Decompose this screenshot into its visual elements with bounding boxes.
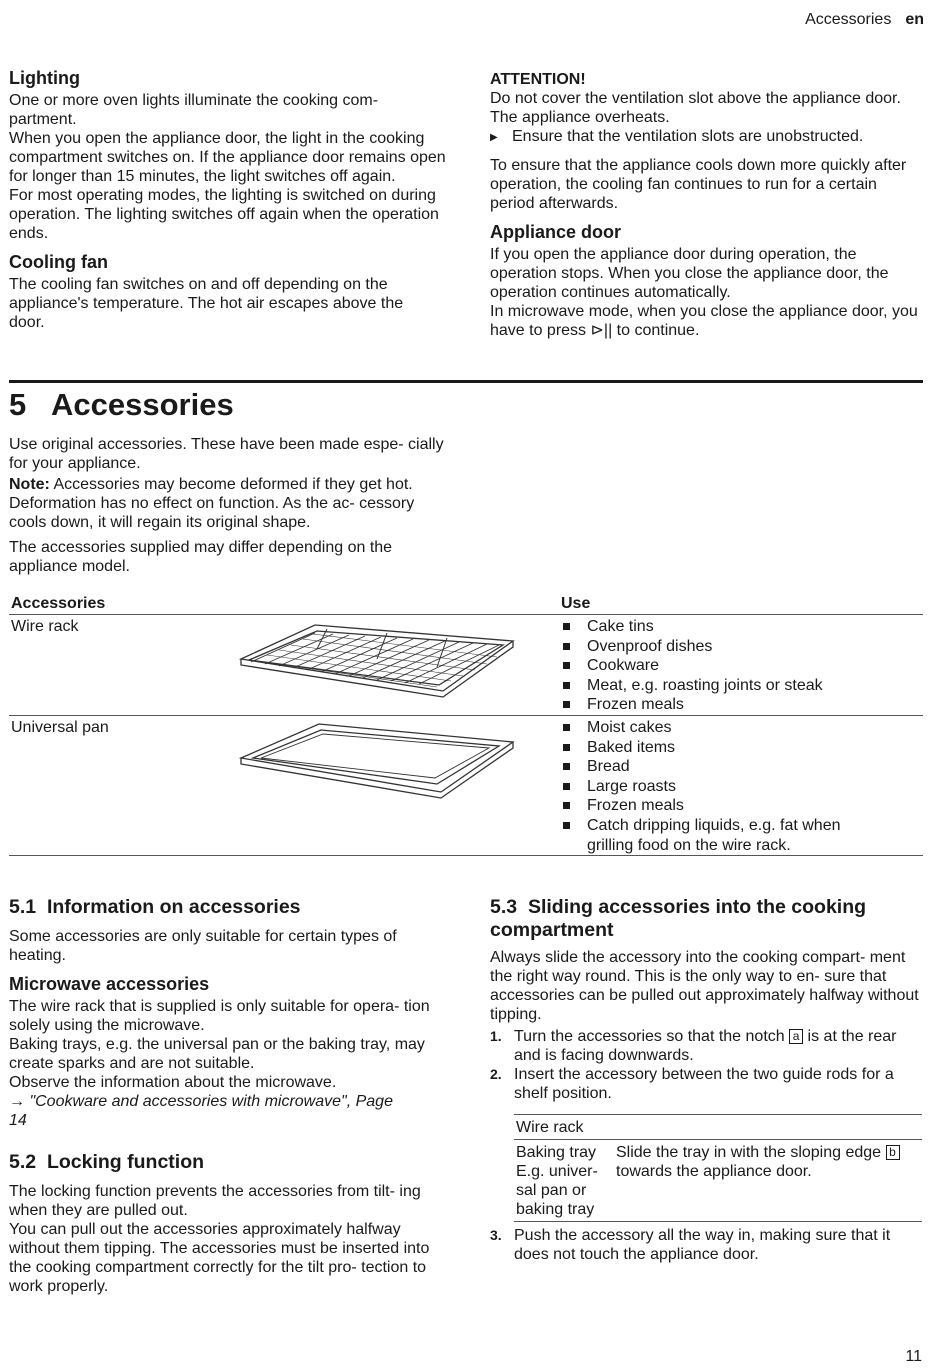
accessories-table-wrap: [9, 592, 923, 856]
attention-section: [490, 70, 922, 340]
chapter-supplied: The accessories supplied may differ depending on the appliance model.: [9, 539, 393, 575]
cross-reference-link[interactable]: → "Cookware and accessories with microwave", Page 14: [9, 1093, 393, 1129]
section-5-2-p2: You can pull out the accessories approximately halfway without them tipping. The accessories must be inserted into the cooking compartment correctly for the tilt pro- tection to work properly.: [9, 1221, 430, 1295]
chapter-title-text: Accessories: [51, 387, 234, 422]
chapter-intro-text: Use original accessories. These have been made espe- cially for your appliance.: [9, 436, 444, 472]
step-2: 2. Insert the accessory between the two guide rods for a shelf position.: [490, 1066, 894, 1102]
list-item: Baked items: [561, 738, 921, 758]
note-label: Note:: [9, 476, 50, 493]
section-5-3-heading: 5.3 Sliding accessories into the cooking compartment: [490, 896, 867, 941]
section-5-2: [9, 1151, 445, 1296]
list-item: Ovenproof dishes: [561, 637, 921, 657]
table-row: [9, 615, 923, 716]
triangle-bullet-icon: ▶: [490, 132, 498, 143]
table-row: [9, 716, 923, 856]
list-item: Bread: [561, 757, 921, 777]
step-1: 1. Turn the accessories so that the notch a is at the rear and is facing downwards.: [490, 1028, 897, 1064]
header-language: en: [905, 11, 924, 28]
step-3: 3. Push the accessory all the way in, making sure that it does not touch the appliance door.: [490, 1227, 891, 1263]
attention-text: Do not cover the ventilation slot above the appliance door. The appliance overheats.: [490, 90, 901, 126]
table-header-accessories: Accessories: [9, 592, 559, 615]
attention-bullet: [490, 127, 922, 147]
edge-b-marker: b: [886, 1145, 900, 1160]
microwave-p2: Baking trays, e.g. the universal pan or the baking tray, may create sparks and are not suitable.: [9, 1036, 425, 1072]
accessory-name-wire-rack: Wire rack: [11, 618, 79, 635]
lighting-paragraph-2: When you open the appliance door, the light in the cooking compartment switches on. If the appliance door remains open for longer than 15 minutes, the light switches off again.: [9, 130, 446, 185]
chapter-rule: [9, 380, 923, 383]
section-5-1-heading: 5.1 Information on accessories: [9, 896, 301, 918]
chapter-heading-block: [9, 387, 449, 423]
section-5-2-p1: The locking function prevents the accessories from tilt- ing when they are pulled out.: [9, 1183, 421, 1219]
lighting-heading: Lighting: [9, 68, 80, 88]
running-header: [805, 10, 924, 29]
attention-after: To ensure that the appliance cools down more quickly after operation, the cooling fan continues to run for a certain period afterwards.: [490, 157, 907, 212]
accessories-table: [9, 592, 923, 856]
wire-rack-illustration: [237, 619, 517, 699]
chapter-intro: [9, 435, 445, 576]
steps-list-cont: [490, 1226, 922, 1264]
universal-pan-illustration: [237, 718, 517, 802]
appliance-door-text-2: In microwave mode, when you close the appliance door, you have to press ⊳|| to continue.: [490, 303, 918, 339]
chapter-title: [9, 387, 449, 423]
list-item: Frozen meals: [561, 695, 921, 715]
appliance-door-text-1: If you open the appliance door during operation, the operation stops. When you close the appliance door, the operation continues automatically.: [490, 246, 889, 301]
accessory-name-universal-pan: Universal pan: [11, 719, 109, 736]
chapter-note: [9, 475, 445, 532]
shelf-table: [514, 1114, 922, 1222]
list-item: Cake tins: [561, 617, 921, 637]
microwave-p3: Observe the information about the microwave.: [9, 1074, 337, 1091]
start-pause-icon: ⊳||: [590, 322, 613, 339]
tray-label: Baking tray E.g. univer- sal pan or baking tray: [514, 1140, 614, 1222]
section-5-1-text: Some accessories are only suitable for certain types of heating.: [9, 928, 397, 964]
attention-bullet-text: Ensure that the ventilation slots are unobstructed.: [512, 128, 864, 145]
lighting-section: [9, 67, 449, 332]
list-item: Frozen meals: [561, 796, 921, 816]
list-item: Catch dripping liquids, e.g. fat when grilling food on the wire rack.: [561, 816, 887, 855]
steps-list: [490, 1027, 922, 1103]
notch-a-marker: a: [789, 1029, 803, 1044]
list-item: Cookware: [561, 656, 921, 676]
rack-label: Wire rack: [514, 1115, 922, 1140]
cooling-fan-text: The cooling fan switches on and off depending on the appliance's temperature. The hot air escapes above the door.: [9, 276, 404, 331]
section-5-3: [490, 896, 922, 1264]
page-number: 11: [905, 1348, 922, 1365]
section-5-2-heading: 5.2 Locking function: [9, 1151, 205, 1173]
note-text: Accessories may become deformed if they get hot. Deformation has no effect on function. As the ac- cessory cools down, it will regain its original shape.: [9, 476, 415, 531]
lighting-paragraph-1: One or more oven lights illuminate the cooking com- partment.: [9, 92, 379, 128]
attention-label: ATTENTION!: [490, 71, 586, 88]
header-section: Accessories: [805, 11, 892, 28]
section-5-1: [9, 896, 445, 1130]
microwave-accessories-heading: Microwave accessories: [9, 974, 210, 994]
wire-rack-uses: [561, 617, 921, 715]
cooling-fan-heading: Cooling fan: [9, 252, 108, 272]
tray-instruction: Slide the tray in with the sloping edge b towards the appliance door.: [614, 1140, 922, 1222]
section-5-3-intro: Always slide the accessory into the cooking compart- ment the right way round. This is the only way to en- sure that accessories can be pulled out approximately halfway without tipping.: [490, 949, 919, 1023]
table-header-use: Use: [559, 592, 923, 615]
chapter-number: 5: [9, 387, 27, 422]
list-item: Meat, e.g. roasting joints or steak: [561, 676, 921, 696]
list-item: Large roasts: [561, 777, 921, 797]
lighting-paragraph-3: For most operating modes, the lighting is switched on during operation. The lighting switches off again when the operation ends.: [9, 187, 439, 242]
universal-pan-uses: [561, 718, 921, 855]
appliance-door-heading: Appliance door: [490, 222, 622, 242]
list-item: Moist cakes: [561, 718, 921, 738]
microwave-p1: The wire rack that is supplied is only suitable for opera- tion solely using the microwave.: [9, 998, 430, 1034]
